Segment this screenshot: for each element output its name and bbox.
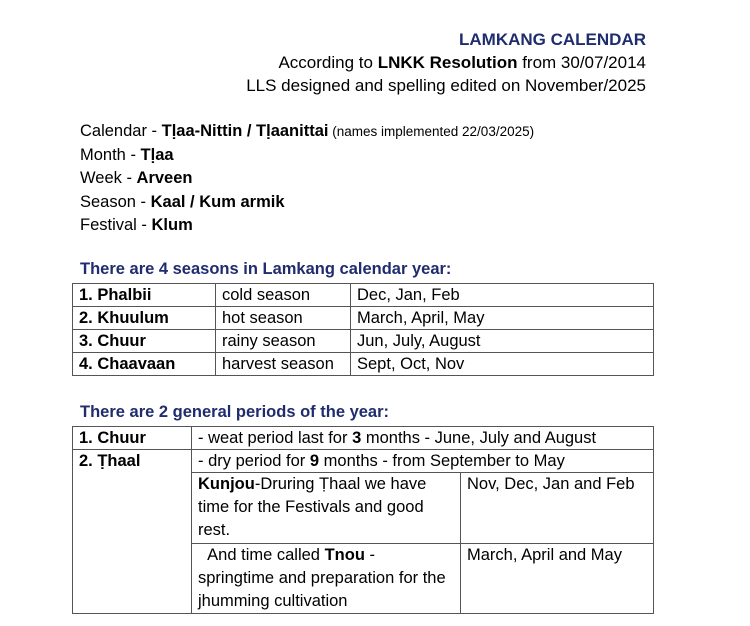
period-description: - weat period last for 3 months - June, July and August — [192, 427, 654, 450]
season-months: Jun, July, August — [351, 330, 654, 353]
definition-festival — [80, 214, 534, 238]
definitions-list — [80, 120, 534, 238]
table-row — [73, 427, 654, 450]
period-description: - dry period for 9 months - from September to May — [192, 450, 654, 473]
definition-value: Klum — [151, 216, 193, 234]
definition-value: Arveen — [136, 169, 193, 187]
table-row — [73, 450, 654, 473]
resolution-line — [246, 51, 646, 74]
resolution-date: from 30/07/2014 — [517, 53, 646, 72]
season-type: rainy season — [216, 330, 351, 353]
document-title: LAMKANG CALENDAR — [459, 30, 646, 49]
season-type: cold season — [216, 284, 351, 307]
definition-label: Month - — [80, 145, 141, 164]
table-row — [73, 284, 654, 307]
tnou-description: And time called Tnou - springtime and preparation for the jhumming cultivation — [192, 544, 461, 614]
periods-heading: There are 2 general periods of the year: — [80, 403, 390, 421]
kunjou-description: Kunjou-Druring Ṭhaal we have time for the Festivals and good rest. — [192, 473, 461, 544]
season-name: 1. Phalbii — [73, 284, 216, 307]
season-type: hot season — [216, 307, 351, 330]
definition-note: (names implemented 22/03/2025) — [328, 124, 535, 139]
definition-value: Kaal / Kum armik — [150, 192, 285, 211]
season-months: Sept, Oct, Nov — [351, 353, 654, 376]
periods-table — [72, 426, 654, 614]
edited-line: LLS designed and spelling edited on November/2025 — [246, 76, 646, 95]
kunjou-months: Nov, Dec, Jan and Feb — [461, 473, 654, 544]
definition-label: Festival - — [80, 216, 152, 234]
seasons-table — [72, 283, 654, 376]
definition-month — [80, 144, 534, 168]
definition-label: Season - — [80, 192, 151, 211]
season-name: 3. Chuur — [73, 330, 216, 353]
resolution-name: LNKK Resolution — [377, 53, 518, 72]
table-row — [73, 307, 654, 330]
period-name: 1. Chuur — [73, 427, 192, 450]
definition-season — [80, 191, 534, 215]
definition-value: Tḷaa-Nittin / Tḷaanittai — [161, 122, 329, 140]
definition-value: Tḷaa — [140, 145, 174, 164]
table-row — [73, 330, 654, 353]
season-months: March, April, May — [351, 307, 654, 330]
definition-calendar — [80, 120, 534, 144]
period-name: 2. Ṭhaal — [73, 450, 192, 614]
document-header — [246, 28, 646, 97]
definition-week — [80, 167, 534, 191]
table-row — [73, 353, 654, 376]
season-months: Dec, Jan, Feb — [351, 284, 654, 307]
resolution-prefix: According to — [278, 53, 378, 72]
season-type: harvest season — [216, 353, 351, 376]
definition-label: Week - — [80, 169, 137, 187]
season-name: 2. Khuulum — [73, 307, 216, 330]
season-name: 4. Chaavaan — [73, 353, 216, 376]
seasons-heading: There are 4 seasons in Lamkang calendar year: — [80, 260, 452, 278]
tnou-months: March, April and May — [461, 544, 654, 614]
definition-label: Calendar - — [80, 122, 162, 140]
